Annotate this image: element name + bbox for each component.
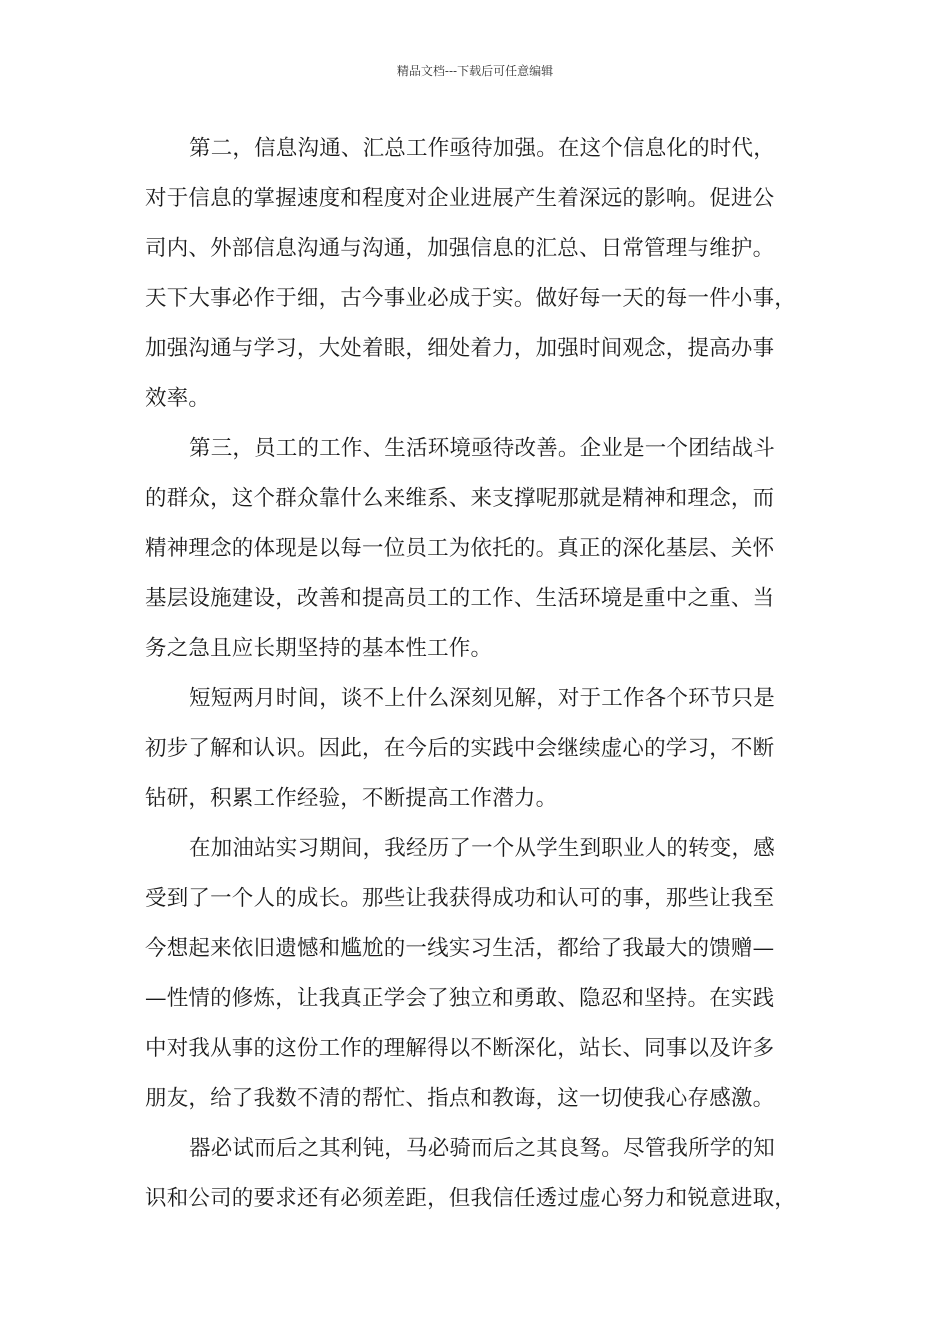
text-line: 司内、外部信息沟通与沟通，加强信息的汇总、日常管理与维护。 [145, 236, 775, 261]
document-body [145, 124, 810, 1224]
text-line: 基层设施建设，改善和提高员工的工作、生活环境是重中之重、当 [145, 586, 775, 611]
text-line: 今想起来依旧遗憾和尴尬的一线实习生活，都给了我最大的馈赠— [145, 936, 775, 961]
text-line: 初步了解和认识。因此，在今后的实践中会继续虚心的学习，不断 [145, 736, 775, 761]
text-line: 短短两月时间，谈不上什么深刻见解，对于工作各个环节只是 [189, 686, 775, 711]
paragraph-4 [145, 824, 810, 1124]
text-line: 朋友，给了我数不清的帮忙、指点和教诲，这一切使我心存感激。 [145, 1086, 775, 1111]
paragraph-1 [145, 124, 810, 424]
text-line: 中对我从事的这份工作的理解得以不断深化，站长、同事以及许多 [145, 1036, 775, 1061]
paragraph-5 [145, 1124, 810, 1224]
text-line: 务之急且应长期坚持的基本性工作。 [145, 636, 493, 661]
text-line: 受到了一个人的成长。那些让我获得成功和认可的事，那些让我至 [145, 886, 775, 911]
text-line: 对于信息的掌握速度和程度对企业进展产生着深远的影响。促进公 [145, 186, 775, 211]
text-line: 的群众，这个群众靠什么来维系、来支撑呢那就是精神和理念，而 [145, 486, 775, 511]
text-line: 加强沟通与学习，大处着眼，细处着力，加强时间观念，提高办事 [145, 336, 775, 361]
text-line: 第三，员工的工作、生活环境亟待改善。企业是一个团结战斗 [189, 436, 775, 461]
text-line: —性情的修炼，让我真正学会了独立和勇敢、隐忍和坚持。在实践 [145, 986, 775, 1011]
text-line: 器必试而后之其利钝，马必骑而后之其良驽。尽管我所学的知 [189, 1136, 775, 1161]
text-line: 在加油站实习期间，我经历了一个从学生到职业人的转变，感 [189, 836, 775, 861]
page-header: 精品文档---下载后可任意编辑 [396, 64, 554, 78]
text-line: 效率。 [145, 386, 211, 411]
paragraph-3 [145, 674, 810, 824]
text-line: 精神理念的体现是以每一位员工为依托的。真正的深化基层、关怀 [145, 536, 775, 561]
text-line: 第二，信息沟通、汇总工作亟待加强。在这个信息化的时代， [189, 136, 775, 161]
text-line: 天下大事必作于细，古今事业必成于实。做好每一天的每一件小事， [145, 286, 797, 311]
paragraph-2 [145, 424, 810, 674]
text-line: 钻研，积累工作经验，不断提高工作潜力。 [145, 786, 558, 811]
text-line: 识和公司的要求还有必须差距，但我信任透过虚心努力和锐意进取， [145, 1186, 797, 1211]
